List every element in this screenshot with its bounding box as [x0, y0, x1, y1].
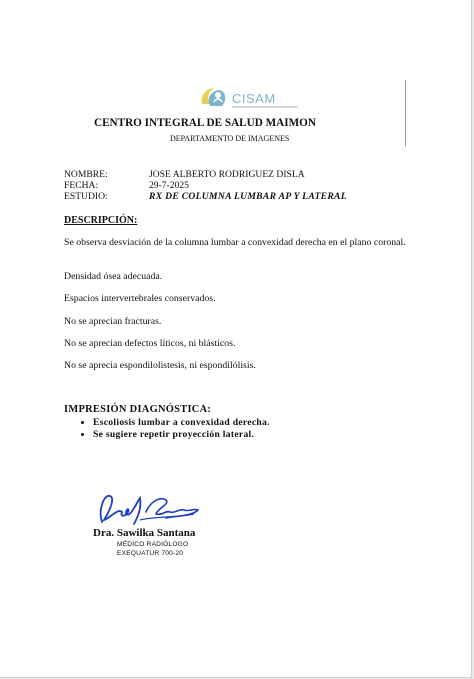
doctor-title: MÉDICO RADIÓLOGO — [117, 541, 189, 548]
center-name: CENTRO INTEGRAL DE SALUD MAIMON — [94, 117, 316, 129]
field-label: ESTUDIO: — [64, 191, 108, 202]
impression-title: IMPRESIÓN DIAGNÓSTICA: — [64, 404, 212, 415]
field-label: FECHA: — [64, 180, 99, 191]
doctor-signature — [96, 490, 202, 530]
impression-item: • Escoliosis lumbar a convexidad derecha. — [93, 417, 270, 429]
description-paragraph: No se aprecian fracturas. — [64, 316, 162, 327]
header-divider — [405, 80, 406, 146]
description-title: DESCRIPCIÓN: — [64, 215, 138, 226]
description-paragraph: Densidad ósea adecuada. — [64, 271, 163, 282]
field-label: NOMBRE: — [64, 169, 108, 180]
logo-tagline — [232, 106, 298, 108]
description-paragraph: No se aprecian defectos líticos, ni blásticos. — [64, 338, 236, 349]
description-paragraph: Se observa desviación de la columna lumbar a convexidad derecha en el plano coronal. — [64, 237, 406, 248]
doctor-name: Dra. Sawilka Santana — [93, 527, 196, 539]
doctor-exequatur: EXEQUATUR 700-20 — [117, 550, 184, 557]
impression-list — [79, 417, 270, 440]
patient-name: JOSE ALBERTO RODRIGUEZ DISLA — [149, 169, 305, 180]
department-name: DEPARTAMENTO DE IMAGENES — [170, 134, 290, 143]
cisam-logo-icon — [196, 84, 232, 112]
description-paragraph: Espacios intervertebrales conservados. — [64, 293, 216, 304]
description-paragraph: No se aprecia espondilolistesis, ni espondilólisis. — [64, 360, 256, 371]
study-date: 29-7-2025 — [149, 180, 189, 191]
study-name: RX DE COLUMNA LUMBAR AP Y LATERAL — [149, 191, 347, 202]
logo-text: CISAM — [232, 91, 276, 106]
cisam-logo — [196, 84, 296, 112]
impression-item: • Se sugiere repetir proyección lateral. — [93, 429, 270, 441]
